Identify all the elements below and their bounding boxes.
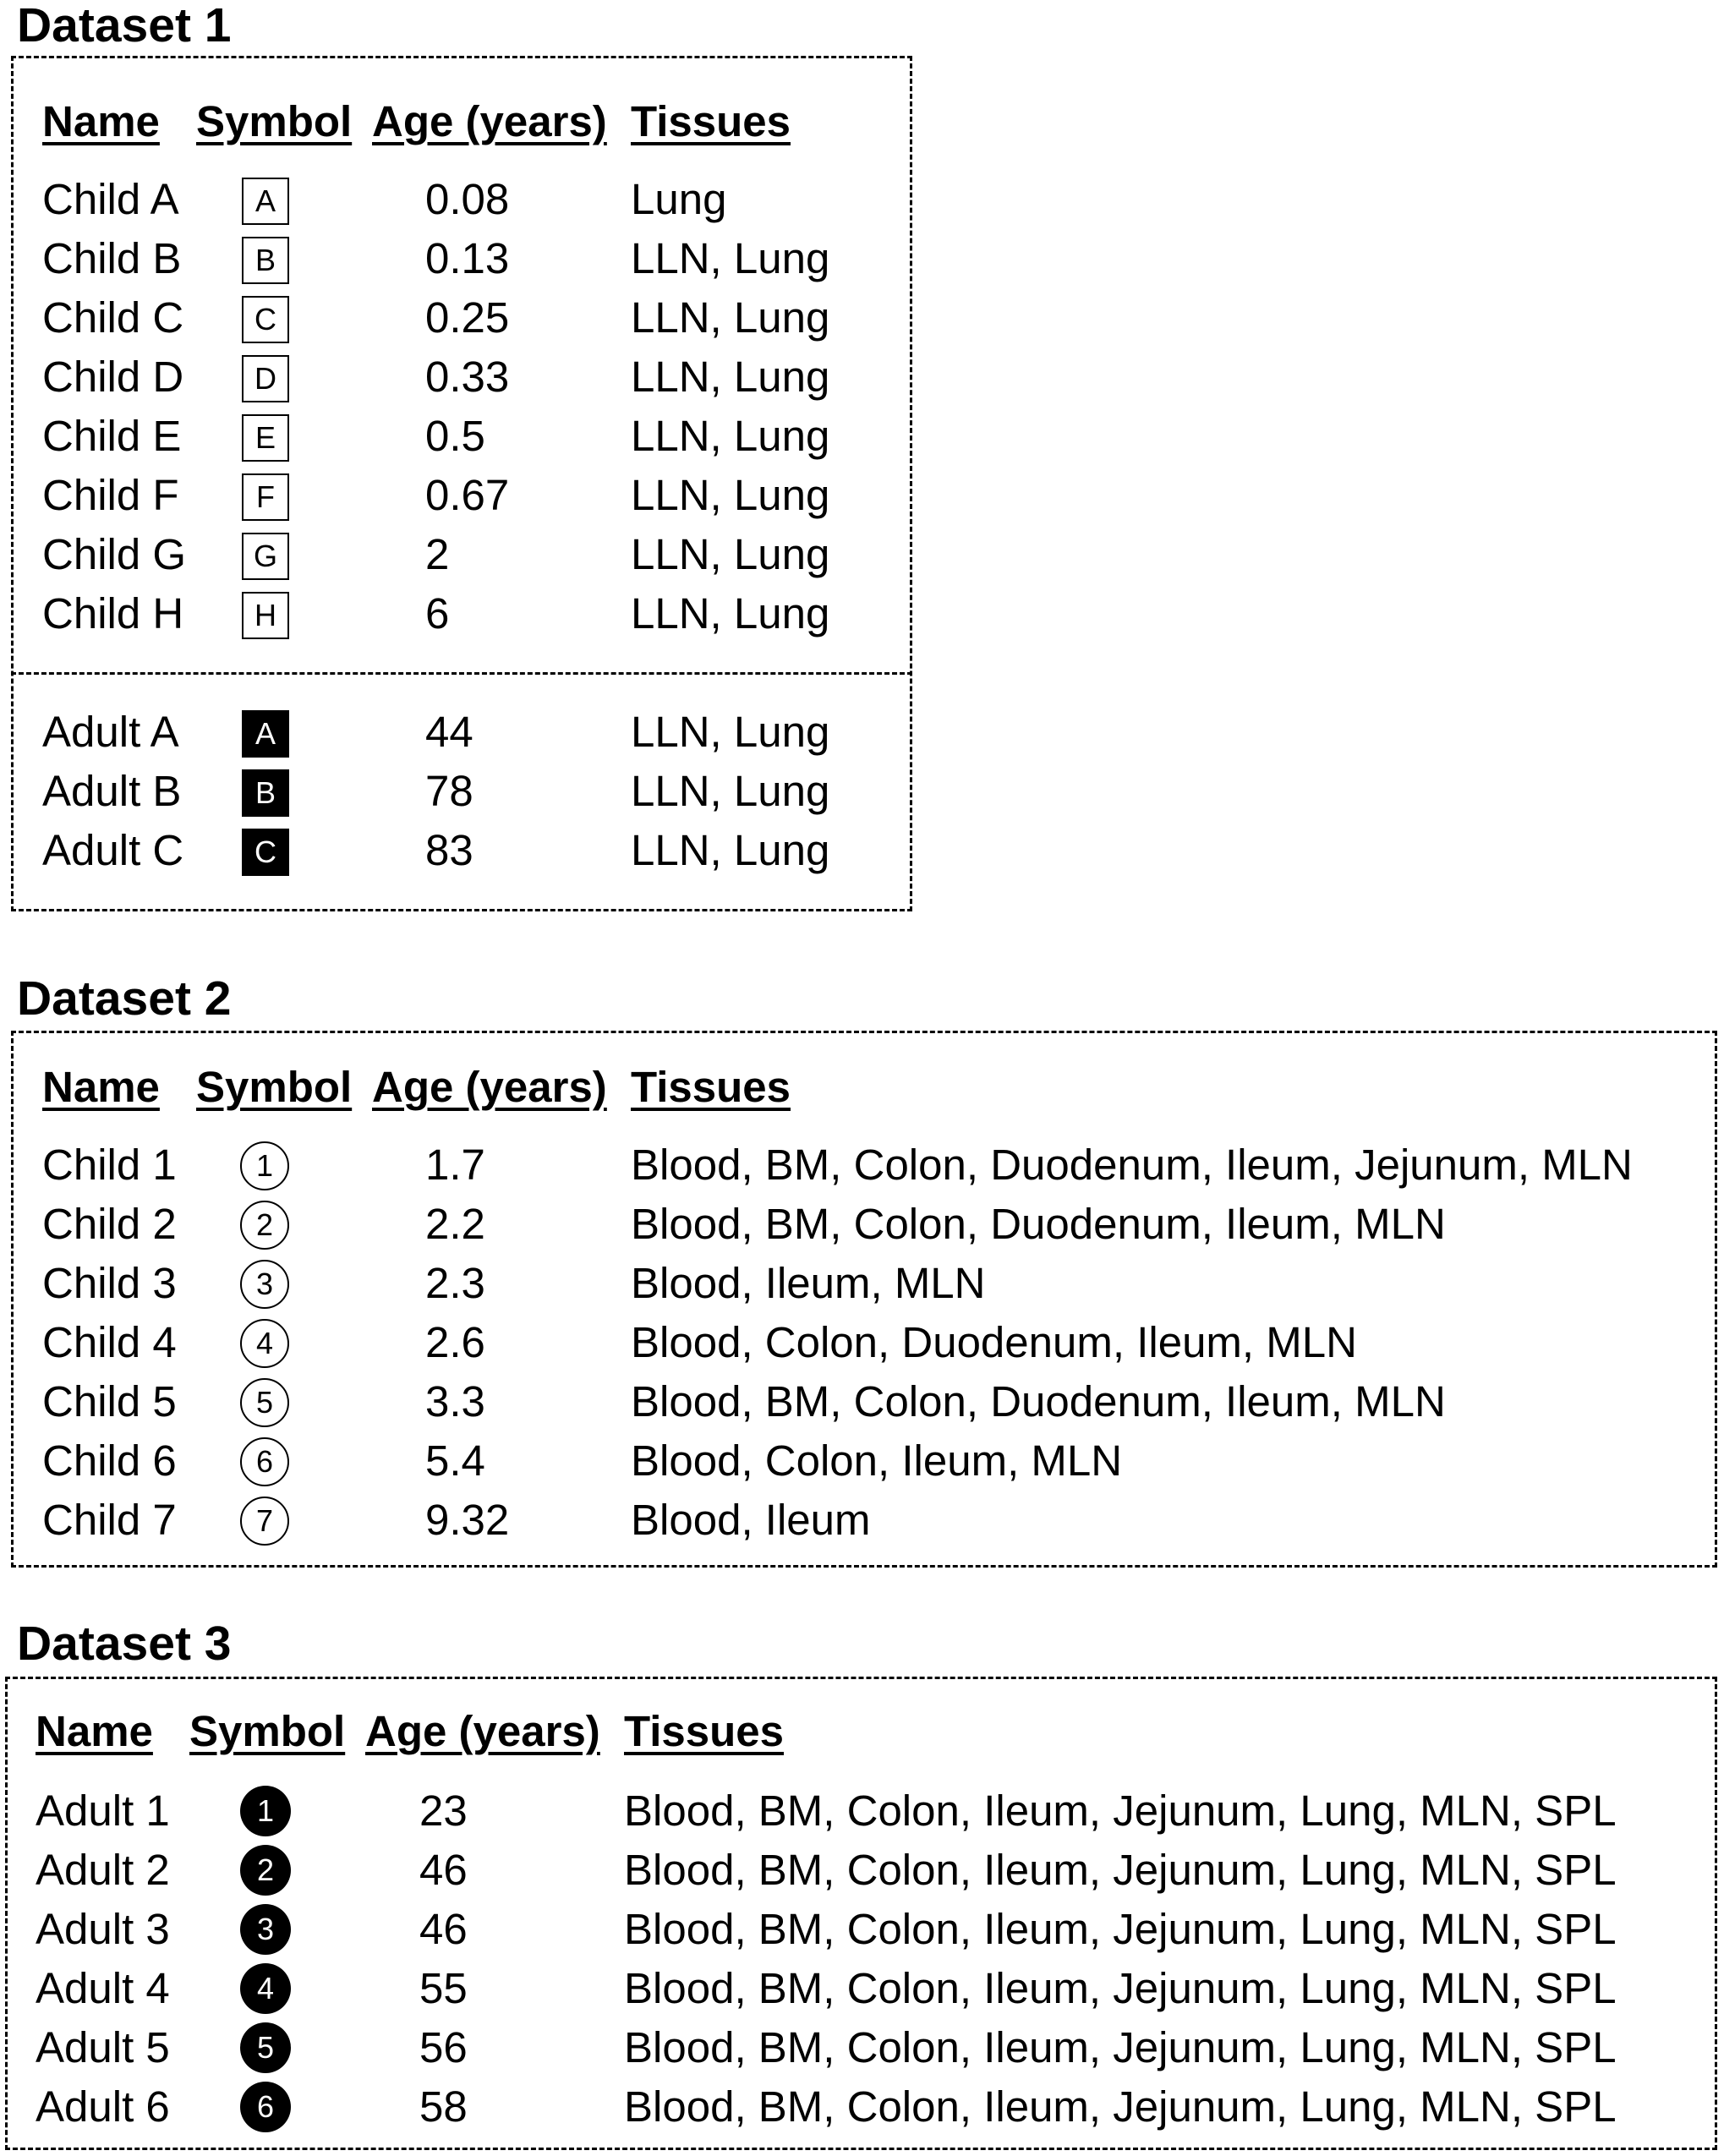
- open-circle-symbol: 7: [240, 1497, 289, 1546]
- dataset-1-row-name: Child F: [42, 471, 179, 519]
- dataset-2-row-name: Child 3: [42, 1259, 177, 1307]
- dataset-3-row-age: 46: [419, 1905, 468, 1953]
- dataset-1-row-age: 44: [425, 708, 473, 756]
- open-square-symbol: E: [242, 414, 289, 462]
- filled-circle-symbol: 1: [240, 1786, 291, 1836]
- dataset-2-row-tissues: Blood, BM, Colon, Duodenum, Ileum, Jejunum, MLN: [631, 1141, 1633, 1189]
- dataset-2-row-tissues: Blood, Ileum, MLN: [631, 1259, 986, 1307]
- filled-circle-symbol: 6: [240, 2082, 291, 2132]
- dataset-2-header-tissues: Tissues: [631, 1063, 791, 1111]
- dataset-1-row-tissues: LLN, Lung: [631, 530, 830, 578]
- open-square-symbol: H: [242, 592, 289, 639]
- dataset-1-row-tissues: LLN, Lung: [631, 826, 830, 874]
- filled-circle-symbol: 4: [240, 1963, 291, 2014]
- dataset-3-row-age: 56: [419, 2023, 468, 2071]
- dataset-1-row-name: Child H: [42, 589, 184, 637]
- dataset-3-row-age: 23: [419, 1787, 468, 1835]
- dataset-1-title: Dataset 1: [17, 0, 232, 52]
- open-square-symbol: G: [242, 533, 289, 580]
- dataset-3-row-name: Adult 5: [36, 2023, 170, 2071]
- open-square-symbol: D: [242, 355, 289, 402]
- dataset-1-row-name: Child D: [42, 353, 184, 401]
- dataset-1-row-age: 78: [425, 767, 473, 815]
- dataset-3-header-symbol: Symbol: [189, 1707, 346, 1755]
- dataset-1-row-name: Child G: [42, 530, 187, 578]
- dataset-3-row-name: Adult 3: [36, 1905, 170, 1953]
- dataset-2-header-name: Name: [42, 1063, 160, 1111]
- dataset-3-row-age: 58: [419, 2082, 468, 2131]
- dataset-3-row-name: Adult 4: [36, 1964, 170, 2012]
- dataset-3-row-age: 55: [419, 1964, 468, 2012]
- open-circle-symbol: 2: [240, 1201, 289, 1250]
- open-square-symbol: C: [242, 296, 289, 343]
- dataset-1-row-name: Adult C: [42, 826, 184, 874]
- dataset-2-header-age: Age (years): [372, 1063, 607, 1111]
- dataset-1-divider: [11, 672, 912, 675]
- open-circle-symbol: 6: [240, 1437, 289, 1486]
- dataset-1-row-name: Child B: [42, 234, 182, 282]
- open-circle-symbol: 4: [240, 1319, 289, 1368]
- filled-square-symbol: C: [242, 829, 289, 876]
- dataset-2-row-name: Child 5: [42, 1377, 177, 1425]
- dataset-1-row-age: 6: [425, 589, 450, 637]
- dataset-2-row-age: 2.6: [425, 1318, 485, 1366]
- dataset-1-row-tissues: LLN, Lung: [631, 708, 830, 756]
- dataset-1-row-tissues: LLN, Lung: [631, 589, 830, 637]
- filled-circle-symbol: 5: [240, 2022, 291, 2073]
- dataset-1-row-age: 2: [425, 530, 450, 578]
- dataset-2-row-name: Child 6: [42, 1436, 177, 1485]
- dataset-3-row-tissues: Blood, BM, Colon, Ileum, Jejunum, Lung, MLN, SPL: [624, 1905, 1617, 1953]
- dataset-1-row-age: 0.25: [425, 293, 510, 342]
- dataset-3-row-tissues: Blood, BM, Colon, Ileum, Jejunum, Lung, MLN, SPL: [624, 1787, 1617, 1835]
- filled-square-symbol: A: [242, 710, 289, 758]
- open-circle-symbol: 1: [240, 1141, 289, 1190]
- dataset-1-row-name: Adult B: [42, 767, 182, 815]
- dataset-1-row-tissues: LLN, Lung: [631, 234, 830, 282]
- dataset-3-row-name: Adult 2: [36, 1846, 170, 1894]
- dataset-3-header-age: Age (years): [365, 1707, 600, 1755]
- dataset-2-row-tissues: Blood, BM, Colon, Duodenum, Ileum, MLN: [631, 1200, 1446, 1248]
- dataset-3-row-tissues: Blood, BM, Colon, Ileum, Jejunum, Lung, MLN, SPL: [624, 2082, 1617, 2131]
- open-square-symbol: A: [242, 178, 289, 225]
- dataset-1-header-age: Age (years): [372, 97, 607, 145]
- dataset-3-row-name: Adult 1: [36, 1787, 170, 1835]
- dataset-2-row-tissues: Blood, Ileum: [631, 1496, 871, 1544]
- dataset-3-title: Dataset 3: [17, 1617, 232, 1671]
- open-circle-symbol: 3: [240, 1260, 289, 1309]
- dataset-2-row-name: Child 7: [42, 1496, 177, 1544]
- dataset-2-row-tissues: Blood, Colon, Ileum, MLN: [631, 1436, 1123, 1485]
- open-circle-symbol: 5: [240, 1378, 289, 1427]
- dataset-1-row-age: 0.13: [425, 234, 510, 282]
- dataset-2-row-age: 2.3: [425, 1259, 485, 1307]
- dataset-1-row-tissues: LLN, Lung: [631, 767, 830, 815]
- filled-circle-symbol: 2: [240, 1845, 291, 1896]
- dataset-2-header-symbol: Symbol: [196, 1063, 353, 1111]
- dataset-2-row-age: 5.4: [425, 1436, 485, 1485]
- dataset-2-row-tissues: Blood, BM, Colon, Duodenum, Ileum, MLN: [631, 1377, 1446, 1425]
- dataset-1-header-symbol: Symbol: [196, 97, 353, 145]
- filled-circle-symbol: 3: [240, 1904, 291, 1955]
- dataset-1-row-tissues: LLN, Lung: [631, 471, 830, 519]
- dataset-2-row-age: 9.32: [425, 1496, 510, 1544]
- dataset-3-header-tissues: Tissues: [624, 1707, 785, 1755]
- dataset-3-row-age: 46: [419, 1846, 468, 1894]
- open-square-symbol: B: [242, 237, 289, 284]
- dataset-2-row-age: 2.2: [425, 1200, 485, 1248]
- dataset-1-row-age: 0.33: [425, 353, 510, 401]
- dataset-1-header-tissues: Tissues: [631, 97, 791, 145]
- dataset-2-row-name: Child 1: [42, 1141, 177, 1189]
- dataset-1-row-name: Child A: [42, 175, 179, 223]
- dataset-3-row-name: Adult 6: [36, 2082, 170, 2131]
- dataset-3-row-tissues: Blood, BM, Colon, Ileum, Jejunum, Lung, MLN, SPL: [624, 1964, 1617, 2012]
- dataset-1-row-age: 0.08: [425, 175, 510, 223]
- dataset-2-row-age: 1.7: [425, 1141, 485, 1189]
- dataset-1-header-name: Name: [42, 97, 160, 145]
- dataset-1-row-age: 0.5: [425, 412, 485, 460]
- dataset-1-row-name: Child E: [42, 412, 182, 460]
- dataset-2-row-tissues: Blood, Colon, Duodenum, Ileum, MLN: [631, 1318, 1357, 1366]
- dataset-1-row-age: 0.67: [425, 471, 510, 519]
- dataset-1-row-tissues: Lung: [631, 175, 727, 223]
- dataset-3-row-tissues: Blood, BM, Colon, Ileum, Jejunum, Lung, MLN, SPL: [624, 2023, 1617, 2071]
- dataset-3-row-tissues: Blood, BM, Colon, Ileum, Jejunum, Lung, MLN, SPL: [624, 1846, 1617, 1894]
- dataset-2-row-name: Child 2: [42, 1200, 177, 1248]
- dataset-1-row-tissues: LLN, Lung: [631, 293, 830, 342]
- dataset-1-row-name: Adult A: [42, 708, 179, 756]
- dataset-1-row-tissues: LLN, Lung: [631, 412, 830, 460]
- dataset-1-row-tissues: LLN, Lung: [631, 353, 830, 401]
- dataset-1-row-name: Child C: [42, 293, 184, 342]
- open-square-symbol: F: [242, 473, 289, 521]
- dataset-2-row-age: 3.3: [425, 1377, 485, 1425]
- filled-square-symbol: B: [242, 769, 289, 817]
- dataset-1-row-age: 83: [425, 826, 473, 874]
- dataset-3-header-name: Name: [36, 1707, 153, 1755]
- dataset-2-title: Dataset 2: [17, 971, 232, 1026]
- dataset-2-row-name: Child 4: [42, 1318, 177, 1366]
